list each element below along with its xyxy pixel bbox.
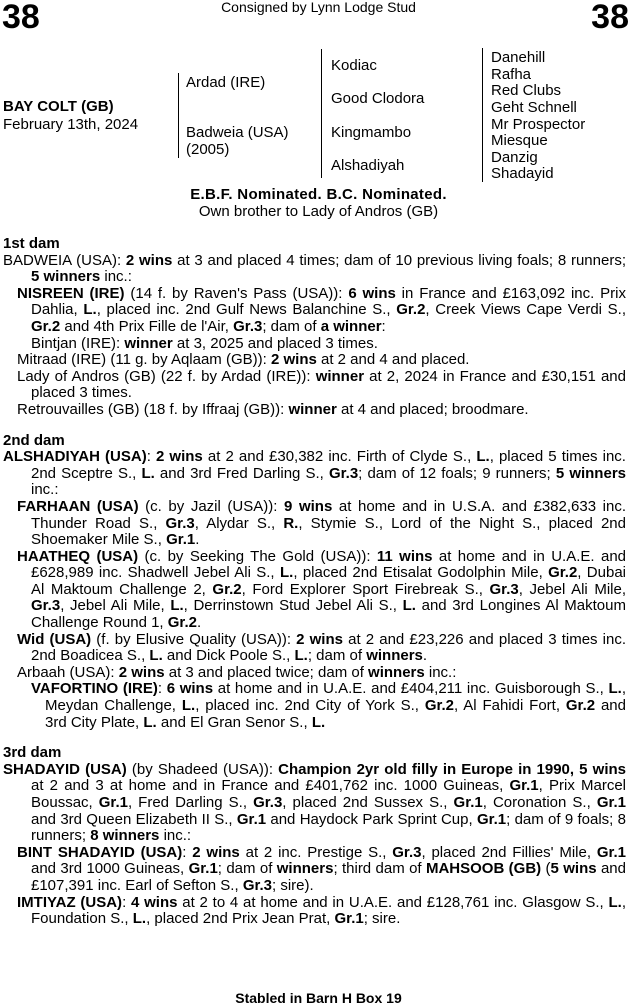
sire-sire: Kodiac (331, 57, 377, 74)
progeny-entry: Mitraad (IRE) (11 g. by Aqlaam (GB)): 2 wins at 2 and 4 and placed. (17, 351, 470, 369)
progeny-entry: NISREEN (IRE) (14 f. by Raven's Pass (USA)): 6 wins in France and £163,092 inc. Prix Dahlia, L., placed inc. 2nd Gulf News Balanchine S., Gr.2, Creek Views Cape Verdi S., Gr.2 and 4th Prix Fille de l'Air, Gr.3; dam of a winner: (17, 284, 626, 335)
section-heading: 2nd dam (3, 431, 65, 449)
dam: Badweia (USA) (186, 124, 289, 141)
dam-dam: Alshadiyah (331, 157, 405, 174)
progeny-entry: FARHAAN (USA) (c. by Jazil (USA)): 9 wins at home and in U.S.A. and £382,633 inc. Thunder Road S., Gr.3, Alydar S., R., Stymie S., Lord of the Night S., placed 2nd Shoemaker Mile S., Gr.1. (17, 497, 626, 549)
dam-entry: BADWEIA (USA): 2 wins at 3 and placed 4 times; dam of 10 previous living foals; 8 runners; 5 winners inc.: (3, 251, 626, 286)
progeny-entry: Retrouvailles (GB) (18 f. by Iffraaj (GB)): winner at 4 and placed; broodmare. (17, 400, 529, 418)
progeny-entry: Wid (USA) (f. by Elusive Quality (USA)): 2 wins at 2 and £23,226 and placed 3 times inc. 2nd Boadicea S., L. and Dick Poole S., L.; dam of winners. (17, 630, 627, 665)
dam-entry: ALSHADIYAH (USA): 2 wins at 2 and £30,382 inc. Firth of Clyde S., L., placed 5 times inc. 2nd Sceptre S., L. and 3rd Fred Darling S., Gr.3; dam of 12 foals; 9 runners; 5 winners inc.: (3, 448, 626, 499)
lot-number-right: 38 (591, 0, 629, 36)
section-3rd-dam (3, 745, 626, 928)
section-2nd-dam (3, 433, 626, 732)
pedigree-divider (482, 48, 483, 182)
g3-7: Danzig (491, 149, 538, 166)
sire: Ardad (IRE) (186, 74, 266, 91)
section-heading: 3rd dam (3, 744, 62, 762)
progeny-entry: BINT SHADAYID (USA): 2 wins at 2 inc. Prestige S., Gr.3, placed 2nd Fillies' Mile, Gr.1 and 3rd 1000 Guineas, Gr.1; dam of winners; third dam of MAHSOOB (GB) (5 wins and £107,391 inc. Earl of Sefton S., Gr.3; sire). (17, 843, 627, 894)
g3-5: Mr Prospector (491, 116, 586, 133)
catalogue-body (3, 236, 626, 928)
progeny-entry: Lady of Andros (GB) (22 f. by Ardad (IRE)): winner at 2, 2024 in France and £30,151 and placed 3 times. (17, 367, 626, 402)
dam-year: (2005) (186, 141, 230, 158)
stabled-location: Stabled in Barn H Box 19 (235, 990, 402, 1006)
horse-title: BAY COLT (GB) (3, 98, 114, 115)
dam-sire: Kingmambo (331, 124, 412, 141)
g3-8: Shadayid (491, 165, 554, 182)
nominations: E.B.F. Nominated. B.C. Nominated. (190, 186, 447, 203)
g3-1: Danehill (491, 49, 546, 66)
progeny-entry: Arbaah (USA): 2 wins at 3 and placed twice; dam of winners inc.: (17, 663, 457, 681)
section-heading: 1st dam (3, 235, 60, 252)
grand-progeny-entry: Bintjan (IRE): winner at 3, 2025 and placed 3 times. (31, 334, 378, 352)
progeny-entry: IMTIYAZ (USA): 4 wins at 2 to 4 at home and in U.A.E. and £128,761 inc. Glasgow S., L., Foundation S., L., placed 2nd Prix Jean Prat, Gr.1; sire. (17, 893, 627, 928)
foaling-date: February 13th, 2024 (3, 116, 139, 133)
own-brother-note: Own brother to Lady of Andros (GB) (198, 203, 439, 220)
g3-4: Geht Schnell (491, 99, 577, 116)
pedigree-divider (321, 49, 322, 178)
pedigree-divider (178, 73, 179, 158)
sire-dam: Good Clodora (331, 90, 425, 107)
progeny-entry: HAATHEQ (USA) (c. by Seeking The Gold (USA)): 11 wins at home and in U.A.E. and £628,989 inc. Shadwell Jebel Ali S., L., placed 2nd Etisalat Godolphin Mile, Gr.2, Dubai Al Maktoum Challenge 2, Gr.2, Ford Explorer Sport Firebreak S., Gr.3, Jebel Ali Mile, Gr.3, Jebel Ali Mile, L., Derrinstown Stud Jebel Ali S., L. and 3rd Longines Al Maktoum Challenge Round 1, Gr.2. (17, 547, 626, 632)
g3-3: Red Clubs (491, 82, 562, 99)
section-1st-dam (3, 236, 626, 419)
g3-2: Rafha (491, 66, 532, 83)
grand-progeny-entry: VAFORTINO (IRE): 6 wins at home and in U.A.E. and £404,211 inc. Guisborough S., L., Meydan Challenge, L., placed inc. 2nd City of York S., Gr.2, Al Fahidi Fort, Gr.2 and 3rd City Plate, L. and El Gran Senor S., L. (31, 680, 626, 731)
dam-entry: SHADAYID (USA) (by Shadeed (USA)): Champion 2yr old filly in Europe in 1990, 5 wins at 2 and 3 at home and in France and £401,762 inc. 1000 Guineas, Gr.1, Prix Marcel Boussac, Gr.1, Fred Darling S., Gr.3, placed 2nd Sussex S., Gr.1, Coronation S., Gr.1 and 3rd Queen Elizabeth II S., Gr.1 and Haydock Park Sprint Cup, Gr.1; dam of 9 foals; 8 runners; 8 winners inc.: (3, 760, 627, 845)
lot-number: 38 (2, 0, 40, 36)
g3-6: Miesque (491, 132, 548, 149)
consignor: Consigned by Lynn Lodge Stud (221, 0, 416, 15)
